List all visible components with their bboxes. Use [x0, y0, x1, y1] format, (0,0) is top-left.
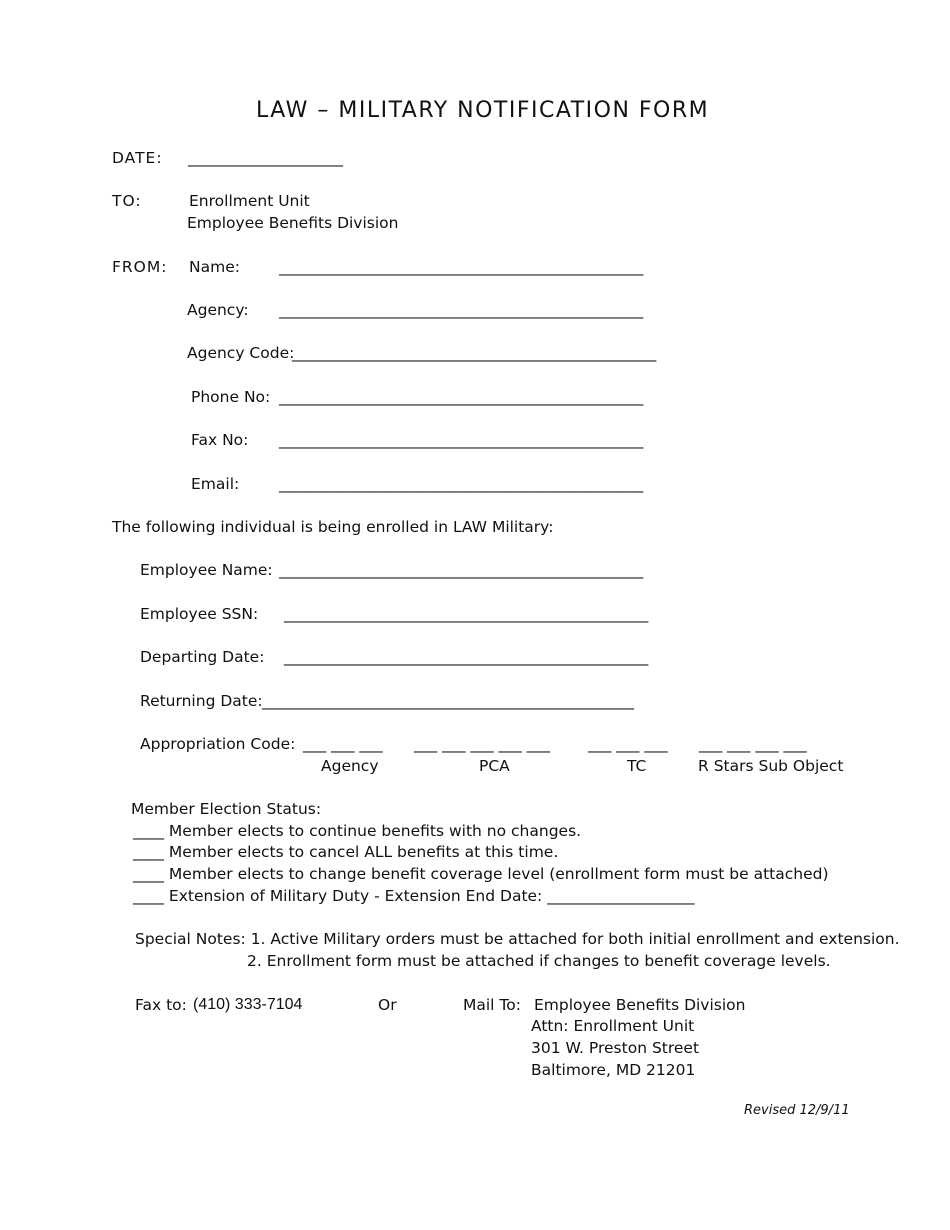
caption-pca: PCA: [479, 757, 510, 775]
from-phone-label: Phone No:: [191, 388, 271, 406]
mail-line-1: Employee Benefits Division: [534, 996, 746, 1014]
employee-name-field[interactable]: _______________________________________________: [279, 561, 644, 579]
fax-to-label: Fax to:: [135, 996, 187, 1014]
election-option-continue[interactable]: ____ Member elects to continue benefits with no changes.: [133, 822, 582, 840]
mail-line-4: Baltimore, MD 21201: [531, 1061, 696, 1079]
caption-rstars: R Stars Sub Object: [698, 757, 844, 775]
returning-date-field[interactable]: ________________________________________________: [262, 692, 634, 710]
special-notes-line-2: 2. Enrollment form must be attached if changes to benefit coverage levels.: [247, 952, 831, 970]
from-email-field[interactable]: _______________________________________________: [279, 475, 644, 493]
special-notes-line-1: Special Notes: 1. Active Military orders must be attached for both initial enrollment and extension.: [135, 930, 900, 948]
caption-tc: TC: [627, 757, 647, 775]
from-email-label: Email:: [191, 475, 240, 493]
date-field[interactable]: ____________________: [188, 149, 343, 167]
fax-number: (410) 333-7104: [193, 996, 303, 1013]
appropriation-rstars-field[interactable]: ___ ___ ___ ___: [699, 735, 807, 753]
from-agency-label: Agency:: [187, 301, 249, 319]
election-heading: Member Election Status:: [131, 800, 322, 818]
from-label: FROM:: [112, 258, 168, 276]
election-option-cancel[interactable]: ____ Member elects to cancel ALL benefits at this time.: [133, 843, 559, 861]
appropriation-code-label: Appropriation Code:: [140, 735, 296, 753]
from-fax-label: Fax No:: [191, 431, 249, 449]
departing-date-label: Departing Date:: [140, 648, 265, 666]
from-name-field[interactable]: _______________________________________________: [279, 258, 644, 276]
mail-line-2: Attn: Enrollment Unit: [531, 1017, 695, 1035]
to-line-1: Enrollment Unit: [189, 192, 310, 210]
enroll-intro: The following individual is being enrolled in LAW Military:: [112, 518, 554, 536]
election-option-extension[interactable]: ____ Extension of Military Duty - Extension End Date: ___________________: [133, 887, 695, 905]
mail-line-3: 301 W. Preston Street: [531, 1039, 700, 1057]
employee-ssn-label: Employee SSN:: [140, 605, 259, 623]
appropriation-pca-field[interactable]: ___ ___ ___ ___ ___: [414, 735, 550, 753]
from-agency-code-label: Agency Code:: [187, 344, 295, 362]
or-label: Or: [378, 996, 397, 1014]
from-fax-field[interactable]: _______________________________________________: [279, 431, 644, 449]
from-agency-code-field[interactable]: _______________________________________________: [292, 344, 657, 362]
employee-name-label: Employee Name:: [140, 561, 273, 579]
election-option-change[interactable]: ____ Member elects to change benefit coverage level (enrollment form must be attached): [133, 865, 829, 883]
from-phone-field[interactable]: _______________________________________________: [279, 388, 644, 406]
departing-date-field[interactable]: _______________________________________________: [284, 648, 649, 666]
from-name-label: Name:: [189, 258, 240, 276]
employee-ssn-field[interactable]: _______________________________________________: [284, 605, 649, 623]
appropriation-agency-field[interactable]: ___ ___ ___: [303, 735, 383, 753]
form-title: LAW – MILITARY NOTIFICATION FORM: [256, 98, 710, 123]
revised-date: Revised 12/9/11: [744, 1103, 850, 1118]
to-line-2: Employee Benefits Division: [187, 214, 399, 232]
returning-date-label: Returning Date:: [140, 692, 263, 710]
caption-agency: Agency: [321, 757, 379, 775]
from-agency-field[interactable]: _______________________________________________: [279, 301, 644, 319]
date-label: DATE:: [112, 149, 163, 167]
to-label: TO:: [112, 192, 142, 210]
appropriation-tc-field[interactable]: ___ ___ ___: [588, 735, 668, 753]
mail-to-label: Mail To:: [463, 996, 521, 1014]
